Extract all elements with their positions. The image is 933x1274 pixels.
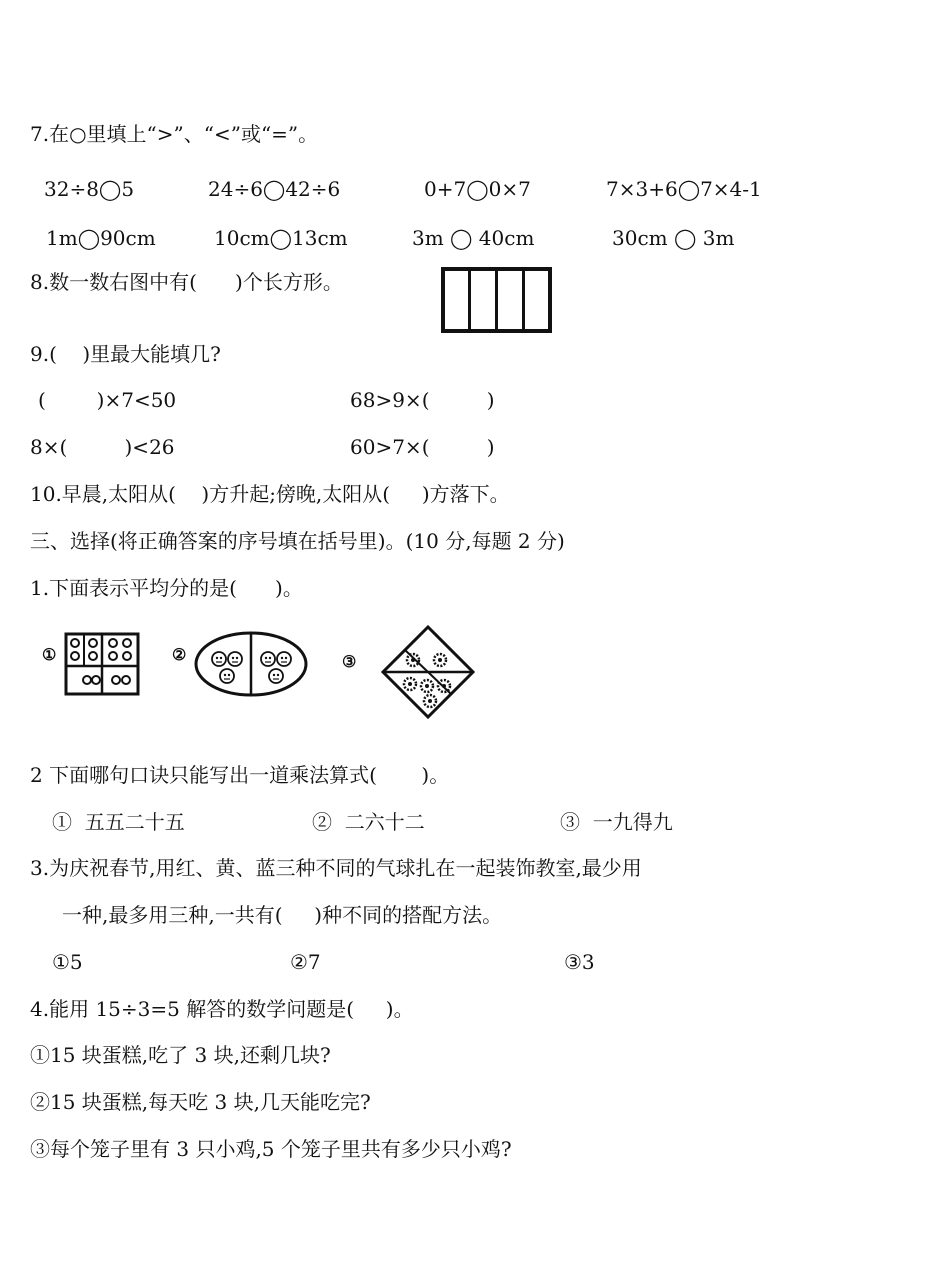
q7-r1-b: 24÷6◯42÷6 [208,177,341,201]
q7-r1-d: 7×3+6◯7×4-1 [606,177,762,201]
q9-r1-b: 68>9×( ) [350,388,495,412]
q8-title: 8.数一数右图中有( )个长方形。 [30,270,343,294]
c3-option-2: ②7 [290,950,321,974]
c2-option-3: ③ 一九得九 [560,810,673,834]
c3-option-3: ③3 [564,950,595,974]
c4-option-3: ③每个笼子里有 3 只小鸡,5 个笼子里共有多少只小鸡? [30,1137,512,1161]
c2-title: 2 下面哪句口诀只能写出一道乘法算式( )。 [30,763,450,787]
c4-option-1: ①15 块蛋糕,吃了 3 块,还剩几块? [30,1043,331,1067]
q10-title: 10.早晨,太阳从( )方升起;傍晚,太阳从( )方落下。 [30,482,510,506]
q7-r1-a: 32÷8◯5 [44,177,135,201]
c4-title: 4.能用 15÷3=5 解答的数学问题是( )。 [30,997,414,1021]
option-3-diamond-figure [380,624,476,720]
q9-title: 9.( )里最大能填几? [30,342,221,366]
c2-option-1: ① 五五二十五 [52,810,185,834]
section3-title: 三、选择(将正确答案的序号填在括号里)。(10 分,每题 2 分) [30,529,565,553]
c4-option-2: ②15 块蛋糕,每天吃 3 块,几天能吃完? [30,1090,371,1114]
q7-title: 7.在○里填上“>”、“<”或“=”。 [30,122,319,146]
q7-r2-c: 3m ◯ 40cm [412,226,535,250]
option-2-label: ② [172,645,187,664]
q7-r1-c: 0+7◯0×7 [424,177,531,201]
option-1-grid-figure [62,630,142,698]
option-2-oval-figure [192,630,310,698]
q7-r2-a: 1m◯90cm [46,226,156,250]
c2-option-2: ② 二六十二 [312,810,425,834]
q7-r2-b: 10cm◯13cm [214,226,348,250]
c1-title: 1.下面表示平均分的是( )。 [30,576,303,600]
c3-option-1: ①5 [52,950,83,974]
c3-line-1: 3.为庆祝春节,用红、黄、蓝三种不同的气球扎在一起装饰教室,最少用 [30,856,642,880]
q9-r2-a: 8×( )<26 [30,435,175,459]
q9-r1-a: ( )×7<50 [38,388,177,412]
option-3-label: ③ [342,652,357,671]
q7-r2-d: 30cm ◯ 3m [612,226,735,250]
q9-r2-b: 60>7×( ) [350,435,495,459]
rectangles-figure [440,266,554,334]
option-1-label: ① [42,645,57,664]
c3-line-2: 一种,最多用三种,一共有( )种不同的搭配方法。 [62,903,503,927]
